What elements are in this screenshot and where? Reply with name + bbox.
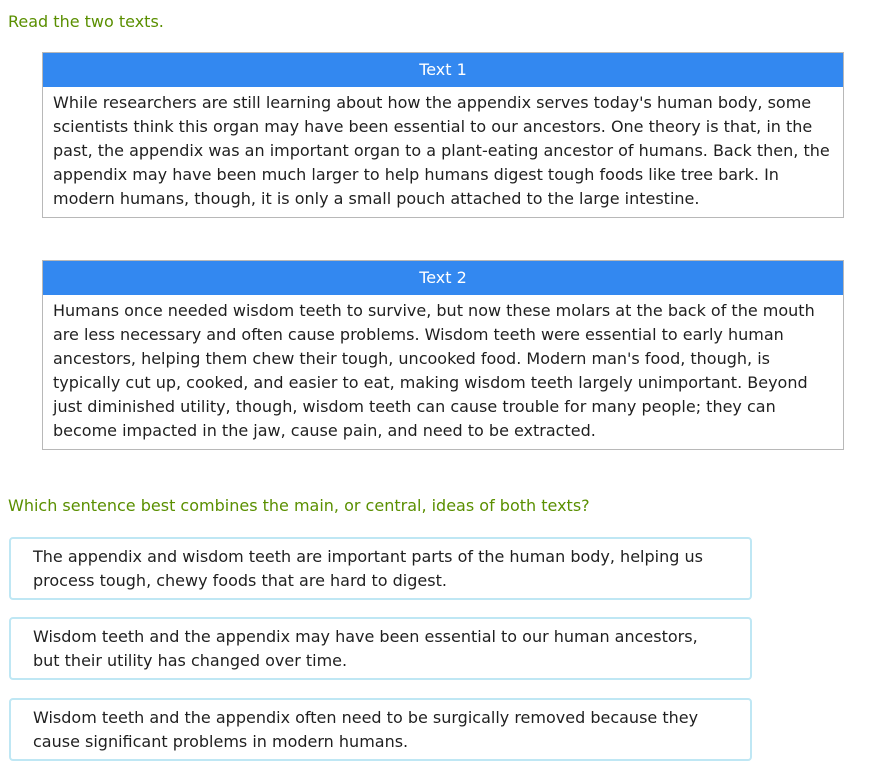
text-passage-body: While researchers are still learning about how the appendix serves today's human body, some scientists think this organ may have been essential to our ancestors. One theory is that, in the past, the appendix was an important organ to a plant-eating ancestor of humans. Back then, the appendix may have been much larger to help humans digest tough foods like tree bark. In modern humans, though, it is only a small pouch attached to the large intestine. — [53, 93, 830, 208]
text-passage-body: Humans once needed wisdom teeth to survive, but now these molars at the back of the mouth are less necessary and often cause problems. Wisdom teeth were essential to early human ancestors, helping them chew their tough, uncooked food. Modern man's food, though, is typically cut up, cooked, and easier to eat, making wisdom teeth largely unimportant. Beyond just diminished utility, though, wisdom teeth can cause trouble for many people; they can become impacted in the jaw, cause pain, and need to be extracted. — [53, 301, 815, 440]
text-passage-2 — [42, 260, 844, 450]
instruction-text: Read the two texts. — [8, 12, 164, 31]
question-text: Which sentence best combines the main, or central, ideas of both texts? — [8, 496, 590, 515]
text-passage-title: Text 2 — [43, 261, 843, 295]
text-passage-1 — [42, 52, 844, 218]
answer-option-3[interactable]: Wisdom teeth and the appendix often need to be surgically removed because they cause significant problems in modern humans. — [9, 698, 752, 761]
answer-option-1[interactable]: The appendix and wisdom teeth are important parts of the human body, helping us process tough, chewy foods that are hard to digest. — [9, 537, 752, 600]
answer-option-2[interactable]: Wisdom teeth and the appendix may have been essential to our human ancestors, but their utility has changed over time. — [9, 617, 752, 680]
text-passage-title: Text 1 — [43, 53, 843, 87]
